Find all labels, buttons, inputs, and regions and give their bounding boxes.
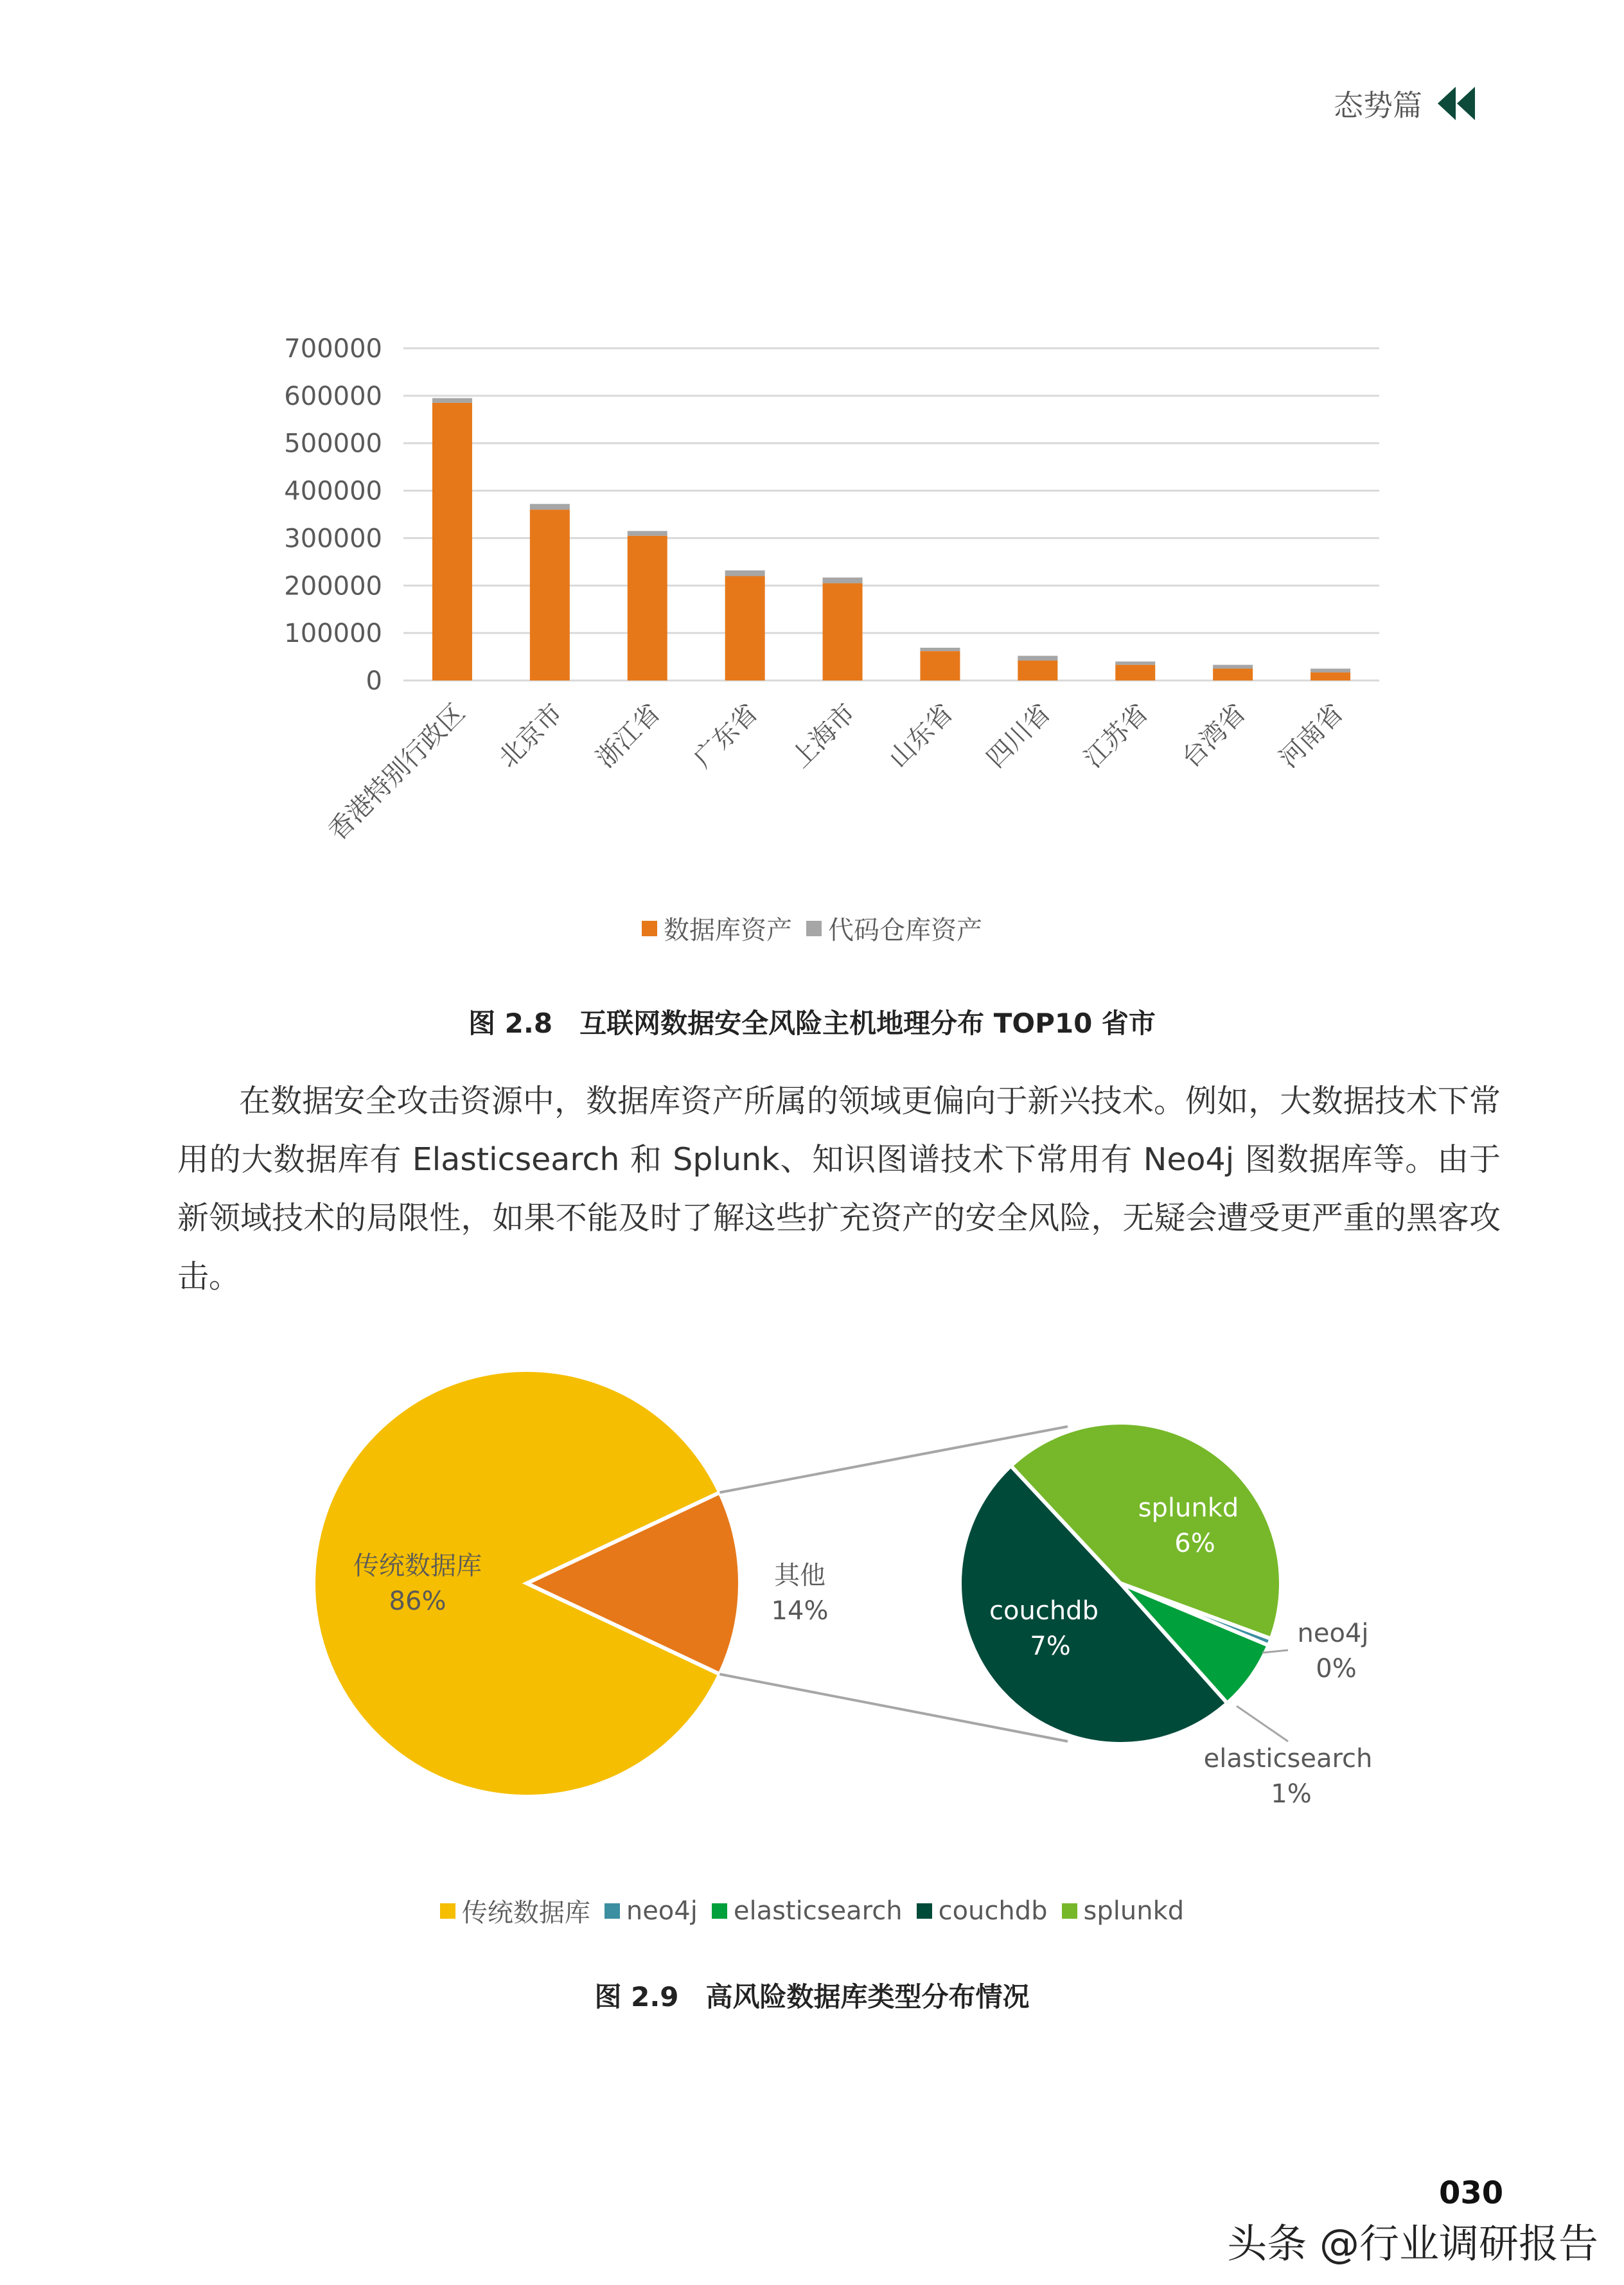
y-tick-label: 100000 [284,619,382,649]
legend-item [712,1896,903,1926]
legend-label: 传统数据库 [461,1898,590,1928]
bar-code-repo [530,504,570,510]
pie-legend [0,1892,1624,1929]
legend-label: 代码仓库资产 [828,916,982,945]
x-tick-label: 香港特别行政区 [322,698,472,847]
legend-item [605,1896,698,1926]
y-tick-label: 500000 [284,429,382,459]
bar-of-pie-chart [0,1337,1624,1851]
legend-item [917,1896,1048,1926]
bar-database [1213,669,1253,680]
leader-line [1237,1706,1288,1741]
bar-database [1018,661,1057,680]
legend-swatch [440,1903,455,1919]
pie-label-name: splunkd [1138,1493,1239,1523]
bar-database [725,576,765,680]
pie-label-value: 0% [1316,1654,1357,1684]
y-tick-label: 0 [366,666,382,696]
pie-label-name: neo4j [1297,1619,1369,1648]
bar-database [823,583,863,680]
pie-label-value: 14% [771,1596,829,1626]
legend-swatch [642,921,657,936]
pie-label-name: couchdb [989,1596,1099,1626]
legend-swatch [712,1903,727,1919]
legend-label: neo4j [626,1896,698,1926]
y-tick-label: 300000 [284,524,382,554]
bar-database [530,510,570,680]
x-tick-label: 台湾省 [1176,698,1252,774]
bar-code-repo [725,571,765,576]
bar-code-repo [1311,669,1350,673]
legend-label: splunkd [1083,1896,1185,1926]
x-tick-label: 广东省 [688,698,764,774]
legend-label: elasticsearch [733,1896,903,1926]
y-tick-label: 600000 [284,381,382,411]
y-tick-label: 700000 [284,334,382,364]
bar-code-repo [1115,661,1155,664]
body-paragraph [177,1072,1501,1306]
legend-item [806,910,982,947]
bar-code-repo [432,398,472,403]
x-tick-label: 北京市 [493,698,569,774]
pie-label-name: 其他 [774,1561,825,1590]
section-title: 态势篇 [1334,88,1422,123]
bar-database [1311,672,1350,680]
legend-swatch [1062,1903,1077,1919]
watermark: 头条 @行业调研报告 [1227,2220,1598,2267]
x-tick-label: 河南省 [1273,698,1350,774]
y-tick-label: 400000 [284,476,382,506]
x-tick-label: 上海市 [786,698,861,774]
figure-caption: 图 2.9 高风险数据库类型分布情况 [594,1981,1030,2013]
bar-chart [0,0,1624,900]
pie-label-value: 86% [389,1587,446,1616]
page-number: 030 [1439,2175,1504,2211]
bar-code-repo [1018,656,1057,661]
y-tick-label: 200000 [284,571,382,601]
pie-label-value: 7% [1030,1632,1071,1661]
pie-label-value: 1% [1271,1779,1312,1809]
legend-label: couchdb [938,1896,1048,1926]
bar-database [1115,665,1155,680]
pie-label-name: 传统数据库 [353,1551,482,1581]
figure-caption: 图 2.8 互联网数据安全风险主机地理分布 TOP10 省市 [468,1008,1156,1039]
paragraph-text: 在数据安全攻击资源中，数据库资产所属的领域更偏向于新兴技术。例如，大数据技术下常用的大数据库有 Elasticsearch 和 Splunk、知识图谱技术下常用有 Neo4j 图数据库等。由于新领域技术的局限性，如果不能及时了解这些扩充资产的安全风险，无疑会遭受更严重的黑客攻击。 [177,1083,1501,1295]
x-tick-label: 江苏省 [1078,698,1154,774]
legend-item [1062,1896,1185,1926]
bar-database [628,536,667,680]
x-tick-label: 浙江省 [590,698,666,774]
bar-code-repo [823,578,863,583]
bar-code-repo [628,531,667,535]
legend-label: 数据库资产 [664,916,792,945]
legend-swatch [806,921,822,936]
bar-database [920,651,960,680]
pie-label-value: 6% [1174,1529,1215,1558]
bar-code-repo [920,648,960,651]
bar-code-repo [1213,665,1253,669]
x-tick-label: 四川省 [981,698,1057,774]
x-tick-label: 山东省 [883,698,959,774]
bar-database [432,403,472,680]
legend-swatch [605,1903,620,1919]
pie-label-name: elasticsearch [1203,1744,1373,1774]
bar-legend [0,910,1624,947]
legend-item [642,910,792,947]
legend-swatch [917,1903,932,1919]
legend-item [440,1892,590,1929]
